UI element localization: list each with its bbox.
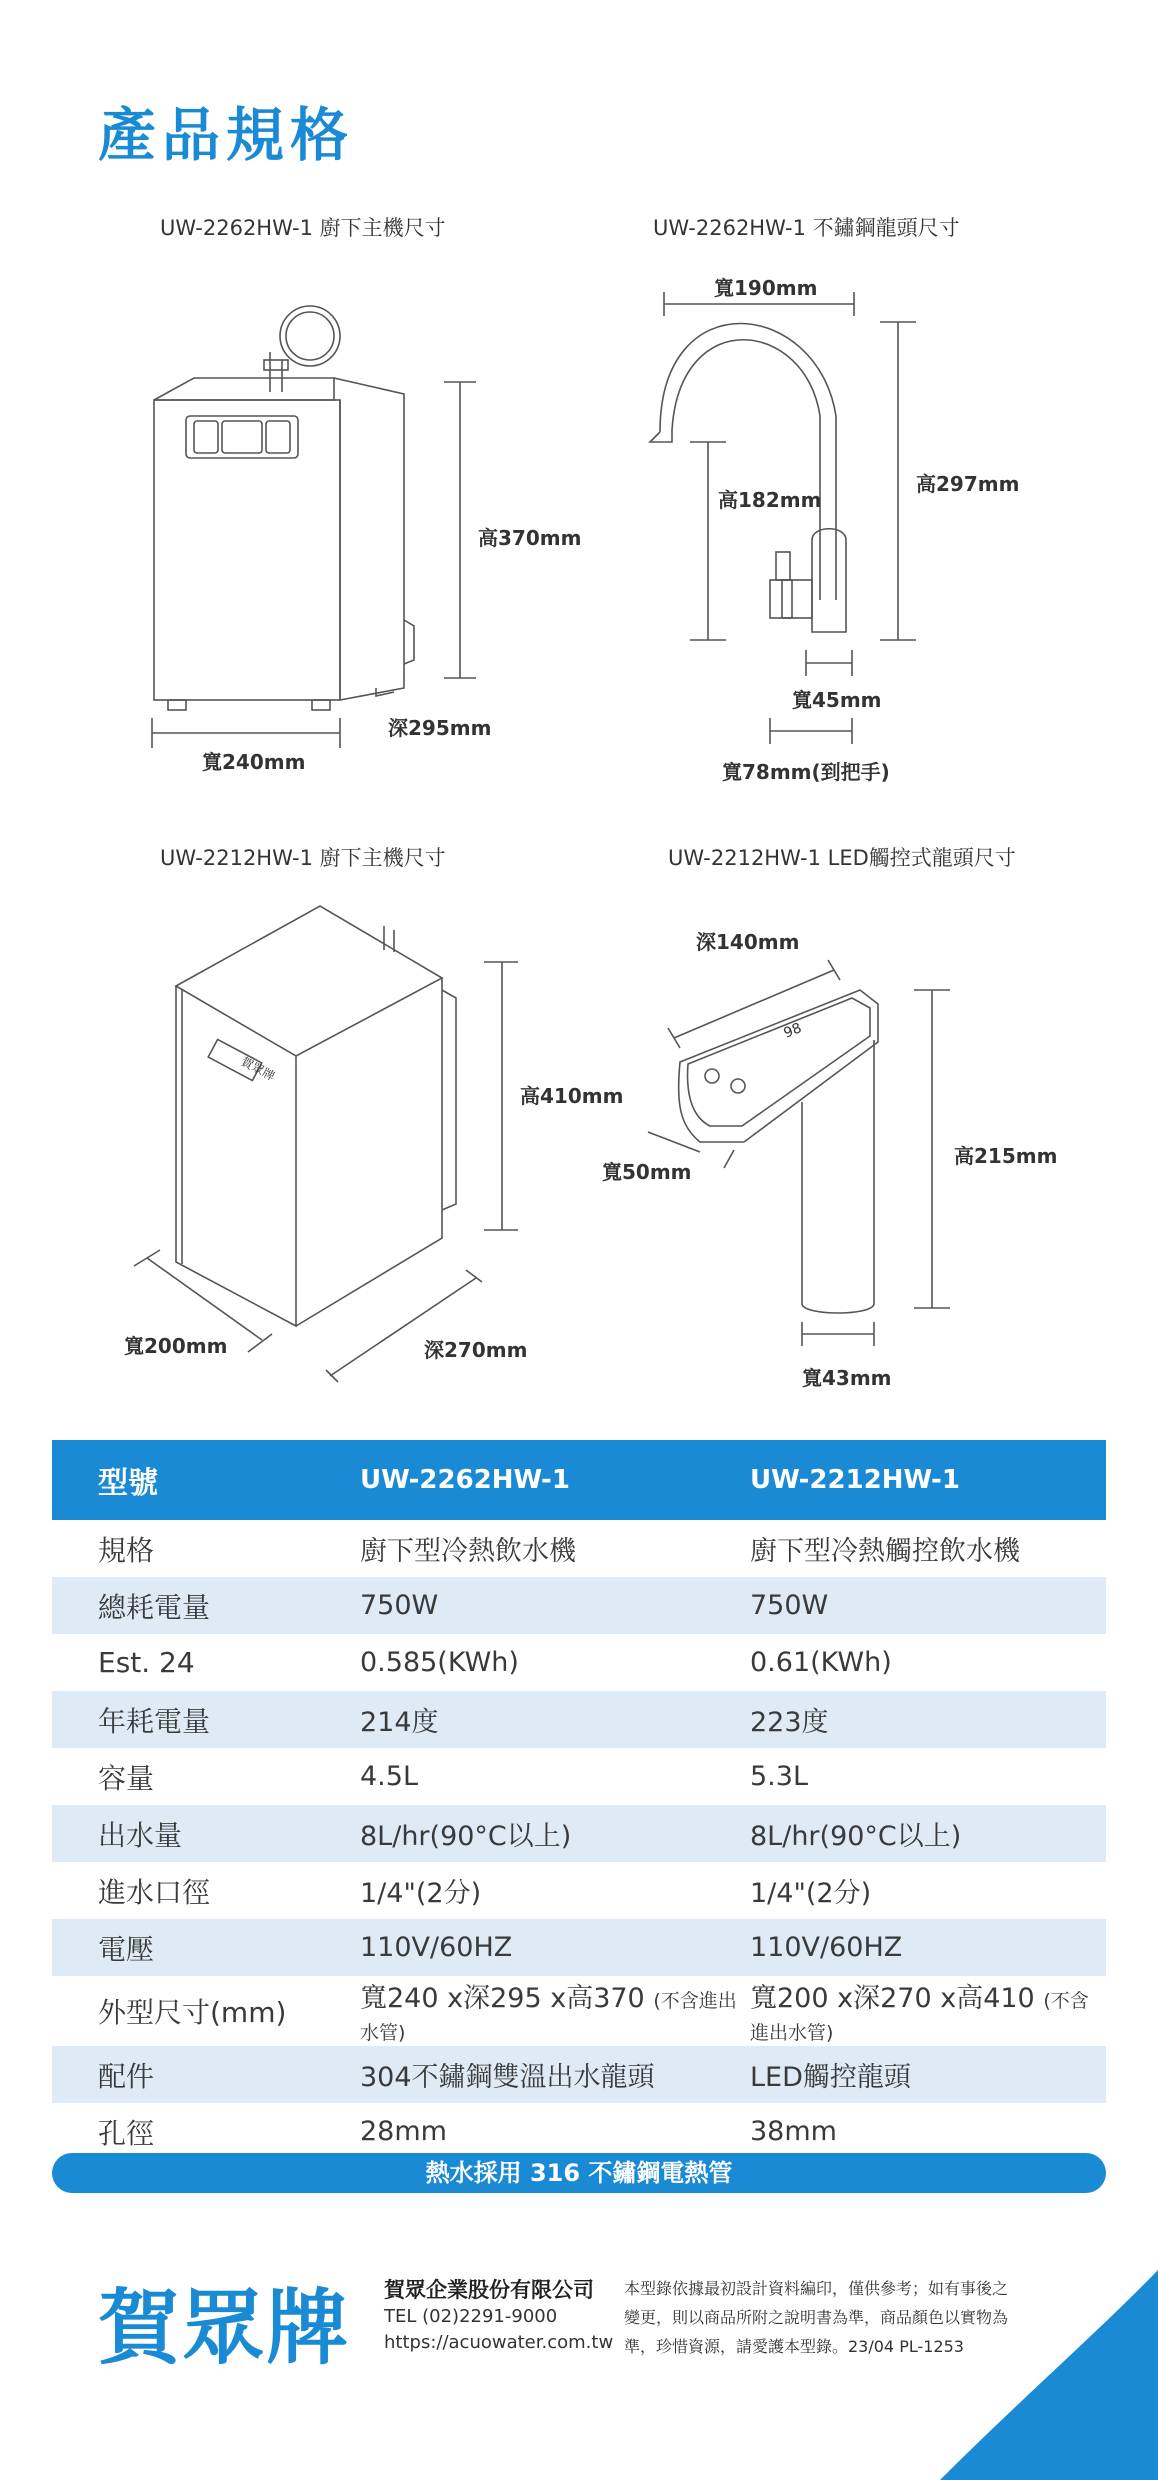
brand-logo: 賀眾牌 bbox=[98, 2281, 351, 2376]
row-label: 容量 bbox=[98, 1761, 155, 1795]
row-value-b: 110V/60HZ bbox=[750, 1919, 1106, 1976]
dim-height-faucet-2212: 高215mm bbox=[954, 1144, 1058, 1168]
header-model-a: UW-2262HW-1 bbox=[360, 1440, 750, 1520]
row-value-b: 38mm bbox=[750, 2116, 837, 2147]
table-row bbox=[52, 1634, 1106, 1691]
row-value-b: 0.61(KWh) bbox=[750, 1647, 892, 1678]
row-value-a: 110V/60HZ bbox=[360, 1919, 750, 1976]
row-value-b: 750W bbox=[750, 1577, 1106, 1634]
row-value-a: 750W bbox=[360, 1577, 750, 1634]
row-note-b: (不含進出水管) bbox=[750, 1990, 1089, 2044]
row-value-a: 4.5L bbox=[360, 1761, 418, 1792]
faucet-display-readout: 98 bbox=[781, 1020, 805, 1042]
dim-handle-width-faucet-2262: 寬78mm(到把手) bbox=[722, 760, 890, 784]
row-value-b: 223度 bbox=[750, 1691, 1106, 1748]
table-row bbox=[52, 2103, 1106, 2160]
spec-table bbox=[52, 1440, 1106, 2160]
dim-depth-unit-2212: 深270mm bbox=[424, 1338, 528, 1362]
row-value-a: 寬240 x深295 x高370 (不含進出水管) bbox=[360, 1983, 737, 2044]
row-value-a: 1/4"(2分) bbox=[360, 1878, 482, 1909]
dim-width-unit-2262: 寬240mm bbox=[202, 750, 306, 774]
dim-height-unit-2262: 高370mm bbox=[478, 526, 582, 550]
row-value-b: 1/4"(2分) bbox=[750, 1878, 872, 1909]
catalog-disclaimer: 本型錄依據最初設計資料編印，僅供參考；如有事後之變更，則以商品所附之說明書為準，商品顏色以實物為準，珍惜資源，請愛護本型錄。23/04 PL-1253 bbox=[624, 2279, 1009, 2356]
table-row bbox=[52, 1691, 1106, 1748]
row-value-b: 寬200 x深270 x高410 (不含進出水管) bbox=[750, 1983, 1089, 2044]
company-phone: TEL (02)2291-9000 bbox=[384, 2306, 558, 2327]
header-label: 型號 bbox=[52, 1440, 360, 1520]
row-value-a: 0.585(KWh) bbox=[360, 1647, 519, 1678]
table-row bbox=[52, 1748, 1106, 1805]
row-value-a: 304不鏽鋼雙溫出水龍頭 bbox=[360, 2046, 750, 2103]
row-value-a: 214度 bbox=[360, 1691, 750, 1748]
dim-depth-faucet-2212: 深140mm bbox=[696, 930, 800, 954]
row-label: 出水量 bbox=[52, 1805, 360, 1862]
row-label: 孔徑 bbox=[98, 2116, 155, 2150]
diagram-caption-unit-2262: UW-2262HW-1 廚下主機尺寸 bbox=[160, 216, 446, 240]
dim-base-width-faucet-2262: 寬45mm bbox=[792, 688, 882, 712]
diagram-caption-faucet-2262: UW-2262HW-1 不鏽鋼龍頭尺寸 bbox=[653, 216, 960, 240]
header-model-b: UW-2212HW-1 bbox=[750, 1440, 1106, 1520]
dim-base-width-faucet-2212: 寬43mm bbox=[802, 1366, 892, 1390]
company-name: 賀眾企業股份有限公司 bbox=[384, 2278, 594, 2302]
diagram-caption-faucet-2212: UW-2212HW-1 LED觸控式龍頭尺寸 bbox=[668, 846, 1016, 870]
dim-depth-unit-2262: 深295mm bbox=[388, 716, 492, 740]
row-value-a: 8L/hr(90°C以上) bbox=[360, 1805, 750, 1862]
company-website-link[interactable]: https://acuowater.com.tw bbox=[384, 2332, 614, 2353]
row-label: 進水口徑 bbox=[98, 1875, 211, 1909]
table-row bbox=[52, 1862, 1106, 1919]
unit-2212-drawing bbox=[134, 906, 518, 1382]
table-row bbox=[52, 1577, 1106, 1634]
table-row bbox=[52, 1805, 1106, 1862]
unit-2262-drawing bbox=[152, 306, 476, 748]
row-note-a: (不含進出水管) bbox=[360, 1990, 737, 2044]
dim-width-unit-2212: 寬200mm bbox=[124, 1334, 228, 1358]
table-header-row bbox=[52, 1440, 1106, 1520]
page-title: 產品規格 bbox=[98, 101, 355, 169]
row-value-b: 5.3L bbox=[750, 1761, 808, 1792]
heating-element-banner: 熱水採用 316 不鏽鋼電熱管 bbox=[52, 2153, 1106, 2193]
row-value-b: LED觸控龍頭 bbox=[750, 2046, 1106, 2103]
table-row bbox=[52, 2046, 1106, 2103]
row-label: 配件 bbox=[52, 2046, 360, 2103]
row-label: 總耗電量 bbox=[52, 1577, 360, 1634]
row-label: 外型尺寸(mm) bbox=[98, 1996, 287, 2029]
diagram-caption-unit-2212: UW-2212HW-1 廚下主機尺寸 bbox=[160, 846, 446, 870]
row-value-a: 廚下型冷熱飲水機 bbox=[360, 1536, 576, 1567]
row-label: Est. 24 bbox=[98, 1646, 195, 1679]
dim-width-faucet-2262: 寬190mm bbox=[714, 276, 818, 300]
dim-total-height-faucet-2262: 高297mm bbox=[916, 472, 1020, 496]
dim-top-width-faucet-2212: 寬50mm bbox=[602, 1160, 692, 1184]
faucet-2262-drawing bbox=[650, 292, 916, 744]
table-row bbox=[52, 1520, 1106, 1577]
corner-accent-shape bbox=[940, 2260, 1158, 2480]
row-label: 規格 bbox=[98, 1533, 155, 1567]
row-value-a: 28mm bbox=[360, 2116, 447, 2147]
row-value-b: 廚下型冷熱觸控飲水機 bbox=[750, 1536, 1020, 1567]
dim-height-unit-2212: 高410mm bbox=[520, 1084, 624, 1108]
row-label: 年耗電量 bbox=[52, 1691, 360, 1748]
table-row bbox=[52, 1976, 1106, 2046]
dim-inner-height-faucet-2262: 高182mm bbox=[718, 488, 822, 512]
unit-logo-mark: 賀眾牌 bbox=[238, 1054, 277, 1084]
row-label: 電壓 bbox=[52, 1919, 360, 1976]
table-row bbox=[52, 1919, 1106, 1976]
row-value-b: 8L/hr(90°C以上) bbox=[750, 1805, 1106, 1862]
faucet-2212-drawing bbox=[648, 960, 950, 1346]
